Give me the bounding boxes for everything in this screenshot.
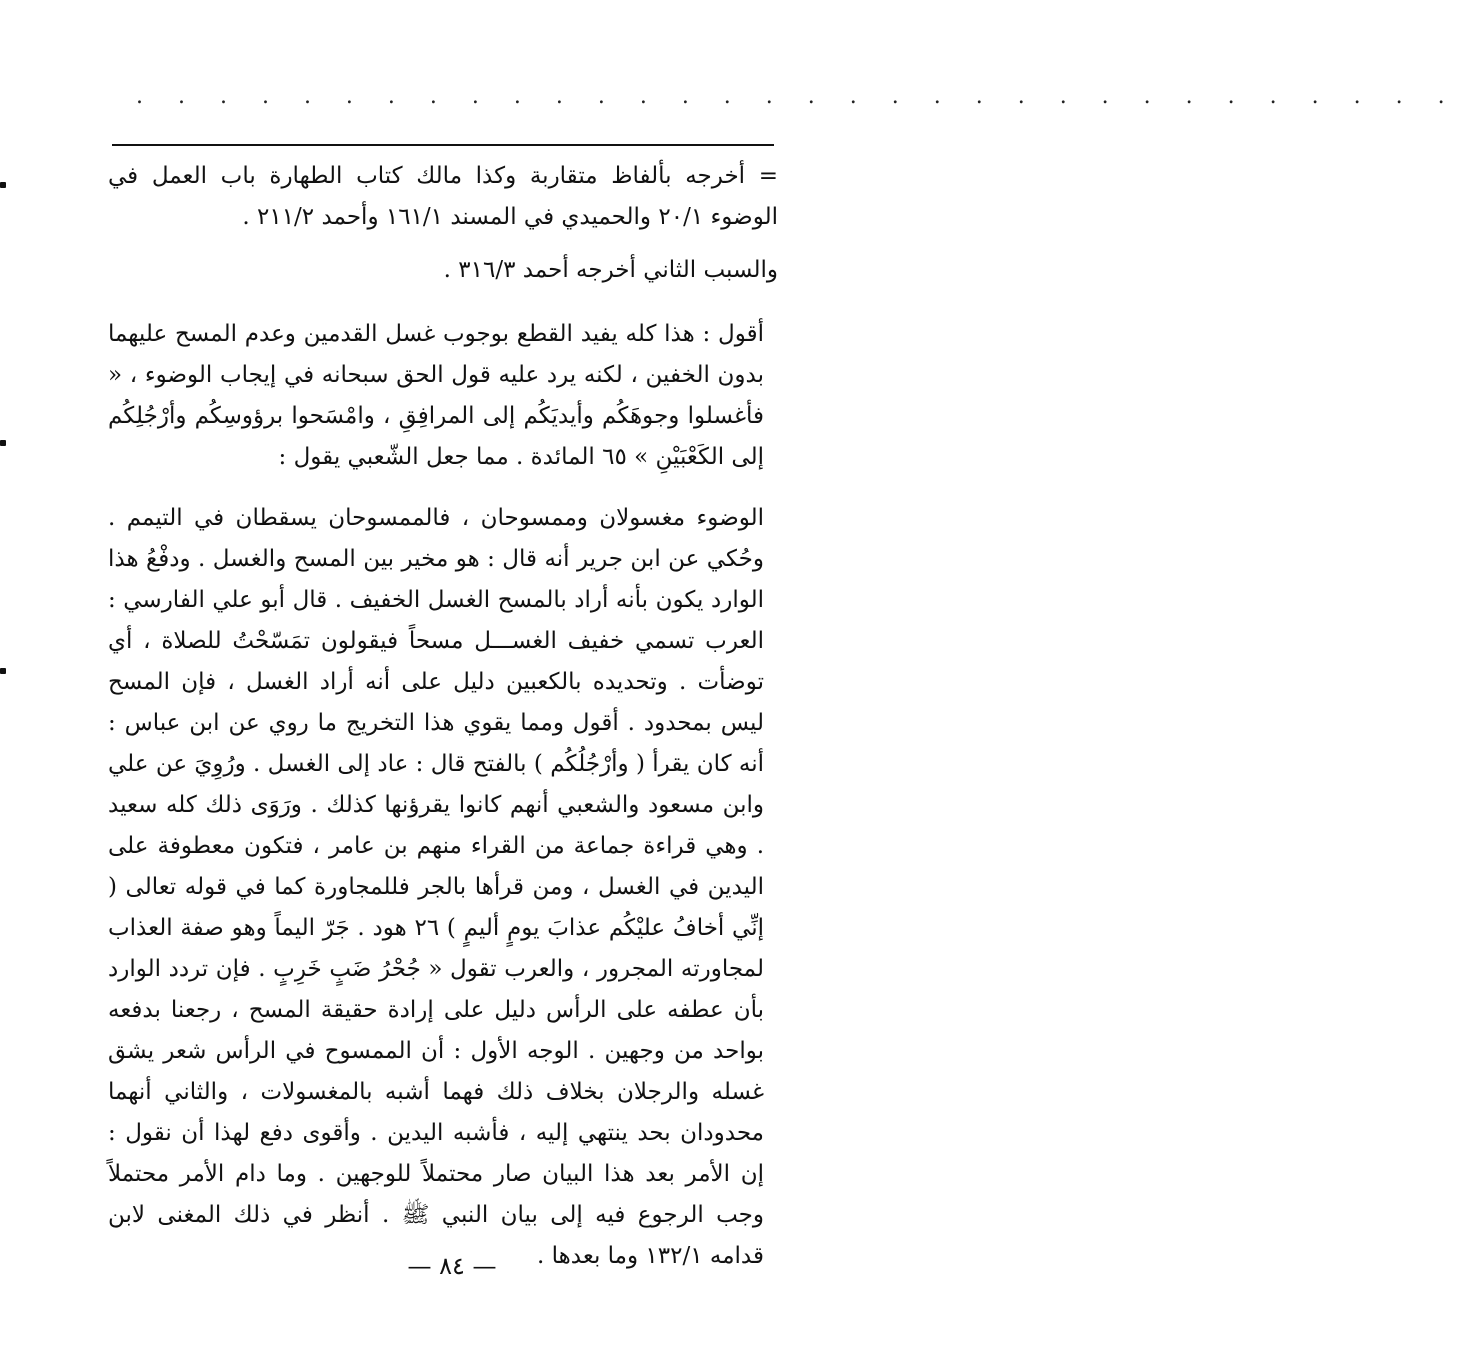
margin-scan-mark [0,182,6,188]
footnote-text-line: = أخرجه بألفاظ متقاربة وكذا مالك كتاب الطهارة باب العمل في الوضوء ٢٠/١ والحميدي في المسند ١٦١/١ وأحمد ٢١١/٢ . [108,163,778,230]
footnote-second-source: والسبب الثاني أخرجه أحمد ٣١٦/٣ . [443,257,778,283]
margin-scan-mark [0,440,6,446]
commentary-paragraph: أقول : هذا كله يفيد القطع بوجوب غسل القدمين وعدم المسح عليهما بدون الخفين ، لكنه يرد عليه قول الحق سبحانه في إيجاب الوضوء ، « فأغسلوا وجوهَكُم وأيديَكُم إلى المرافِقِ ، وامْسَحوا برؤوسِكُم وأرْجُلِكُم إلى الكَعْبَيْنِ » ٦٥ المائدة . مما جعل الشّعبي يقول : [108,321,764,470]
commentary-block [108,314,764,478]
footnote-separator-rule [112,144,774,146]
margin-scan-mark [0,668,6,674]
footnote-block [108,156,778,291]
page-number: — ٨٤ — [407,1252,497,1280]
quoted-passage-paragraph: الوضوء مغسولان وممسوحان ، فالممسوحان يسقطان في التيمم . وحُكي عن ابن جرير أنه قال : هو مخير بين المسح والغسل . ودفْعُ هذا الوارد يكون بأنه أراد بالمسح الغسل الخفيف . قال أبو علي الفارسي : العرب تسمي خفيف الغســـل مسحاً فيقولون تمَسّحْتُ للصلاة ، أي توضأت . وتحديده بالكعبين دليل على أنه أراد الغسل ، فإن المسح ليس بمحدود . أقول ومما يقوي هذا التخريج ما روي عن ابن عباس : أنه كان يقرأ ( وأرْجُلُكُم ) بالفتح قال : عاد إلى الغسل . ورُوِيَ عن علي وابن مسعود والشعبي أنهم كانوا يقرؤنها كذلك . ورَوَى ذلك كله سعيد . وهي قراءة جماعة من القراء منهم بن عامر ، فتكون معطوفة على اليدين في الغسل ، ومن قرأها بالجر فللمجاورة كما في قوله تعالى ( إنِّي أخافُ عليْكُم عذابَ يومٍ أليمٍ ) ٢٦ هود . جَرّ اليماً وهو صفة العذاب لمجاورته المجرور ، والعرب تقول « جُحْرُ ضَبٍ خَرِبٍ . فإن تردد الوارد بأن عطفه على الرأس دليل على إرادة حقيقة المسح ، رجعنا بدفعه بواحد من وجهين . الوجه الأول : أن الممسوح في الرأس شعر يشق غسله والرجلان بخلاف ذلك فهما أشبه بالمغسولات ، والثاني أنهما محدودان بحد ينتهي إليه ، فأشبه اليدين . وأقوى دفع لهذا أن نقول : إن الأمر بعد هذا البيان صار محتملاً للوجهين . وما دام الأمر محتملاً وجب الرجوع فيه إلى بيان النبي ﷺ . أنظر في ذلك المغنى لابن قدامه ١٣٢/١ وما بعدها . [108,505,764,1269]
quoted-passage-block [108,498,764,1277]
header-dotted-line: . . . . . . . . . . . . . . . . . . . . . . . . . . . . . . . . [136,84,1459,109]
